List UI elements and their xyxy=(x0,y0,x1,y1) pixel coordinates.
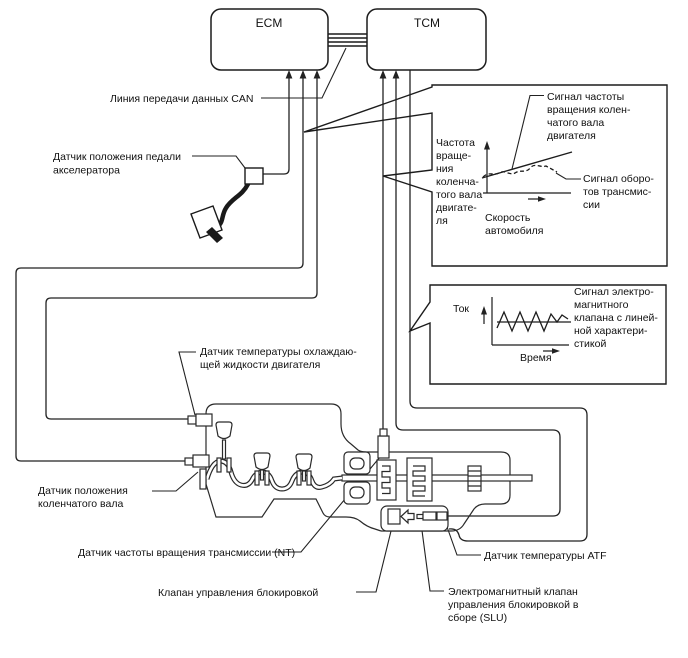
can-label: Линия передачи данных CAN xyxy=(110,93,254,105)
arrow-up-icon xyxy=(286,70,293,79)
chart1-ylabel-line: коленча- xyxy=(436,176,479,188)
chart1-xlabel-line: автомобиля xyxy=(485,225,544,237)
pedal-label: акселератора xyxy=(53,164,120,177)
arrow-right-icon xyxy=(538,196,546,202)
lockup-valve-leader-line xyxy=(356,527,392,592)
chart1-crank-signal-annotation xyxy=(547,91,631,142)
arrow-up-icon xyxy=(481,306,487,315)
tcm-label: TCM xyxy=(414,16,440,30)
output-gear xyxy=(468,466,481,491)
chart1-trans-signal-annotation xyxy=(583,173,654,211)
chart2-xlabel: Время xyxy=(520,352,552,364)
arrow-up-icon xyxy=(300,70,307,79)
arrow-up-icon xyxy=(393,70,400,79)
pedal-label: Датчик положения педали xyxy=(53,151,182,163)
coolant-label: Датчик температуры охлаждаю- xyxy=(200,346,357,358)
annotation-line: клапана с линей- xyxy=(574,312,658,324)
engine-transmission-illustration xyxy=(185,404,532,531)
lockup-valve-label: Клапан управления блокировкой xyxy=(158,587,319,599)
clutch-pack xyxy=(407,458,432,501)
chart1-callout xyxy=(304,85,667,266)
ecm-label: ECM xyxy=(255,16,283,30)
slu-solenoid-stem xyxy=(417,515,423,519)
wire-pedal-to-ecm xyxy=(263,78,289,174)
chart1-ylabel-line: ля xyxy=(436,215,448,227)
coolant-temp-sensor xyxy=(188,414,212,426)
lockup-control-valve xyxy=(388,509,400,524)
chart1-xlabel xyxy=(485,212,543,237)
transmission-shaft xyxy=(342,475,532,481)
crank-leader-line xyxy=(152,472,198,491)
crank-label: коленчатого вала xyxy=(38,498,124,510)
slu-label: управления блокировкой в xyxy=(448,599,579,611)
annotation-line: стикой xyxy=(574,338,607,350)
chart1-ylabel-line: ния xyxy=(436,163,454,175)
pedal-leader-line xyxy=(192,156,245,168)
chart1-crank-annotation-leader xyxy=(512,96,544,170)
piston xyxy=(254,453,270,485)
arrow-up-icon xyxy=(380,70,387,79)
pedal-cable xyxy=(217,184,248,227)
chart1-ylabel xyxy=(436,137,482,227)
control-modules xyxy=(211,9,486,70)
crank-position-sensor xyxy=(185,455,209,489)
crank-label: Датчик положения xyxy=(38,485,128,497)
chart1-xlabel-line: Скорость xyxy=(485,212,531,224)
slu-leader-line xyxy=(421,523,444,591)
chart1-ylabel-line: того вала xyxy=(436,189,483,201)
coolant-label: щей жидкости двигателя xyxy=(200,359,321,371)
wire-atf-to-tcm xyxy=(396,78,560,516)
annotation-line: сии xyxy=(583,199,600,211)
annotation-line: вращения колен- xyxy=(547,104,631,116)
arrow-right-icon xyxy=(552,348,560,354)
annotation-line: тов трансмис- xyxy=(583,186,652,198)
annotation-line: двигателя xyxy=(547,130,596,142)
annotation-line: чатого вала xyxy=(547,117,605,129)
chart2-signal-annotation xyxy=(574,286,658,350)
valve-body xyxy=(381,506,448,531)
piston xyxy=(296,454,312,485)
annotation-line: Сигнал электро- xyxy=(574,286,654,298)
arrow-up-icon xyxy=(484,141,490,150)
chart1-trans-annotation-leader xyxy=(556,173,581,179)
nt-speed-sensor xyxy=(378,429,389,458)
slu-label: Электромагнитный клапан xyxy=(448,586,578,598)
pedal-position-sensor xyxy=(245,168,263,184)
slu-label: сборе (SLU) xyxy=(448,612,508,624)
atf-temp-sensor xyxy=(437,512,447,520)
chart1-ylabel-line: двигате- xyxy=(436,202,477,214)
annotation-line: магнитного xyxy=(574,299,629,311)
solenoid-current-waveform xyxy=(497,312,568,331)
coolant-leader-line xyxy=(179,352,196,415)
annotation-line: ной характери- xyxy=(574,325,648,337)
chart1-ylabel-line: враще- xyxy=(436,150,472,162)
nt-label: Датчик частоты вращения трансмиссии (NT) xyxy=(78,547,296,559)
slu-solenoid xyxy=(423,512,436,520)
chart2-ylabel: Ток xyxy=(453,303,470,315)
annotation-line: Сигнал частоты xyxy=(547,91,625,103)
annotation-line: Сигнал оборо- xyxy=(583,173,654,185)
accelerator-pedal-illustration xyxy=(191,168,263,243)
clutch-pack xyxy=(377,460,396,500)
chart1-ylabel-line: Частота xyxy=(436,137,475,149)
can-bus-lines xyxy=(328,34,367,46)
arrow-up-icon xyxy=(314,70,321,79)
chart2-callout xyxy=(410,285,666,384)
atf-label: Датчик температуры ATF xyxy=(484,550,607,562)
